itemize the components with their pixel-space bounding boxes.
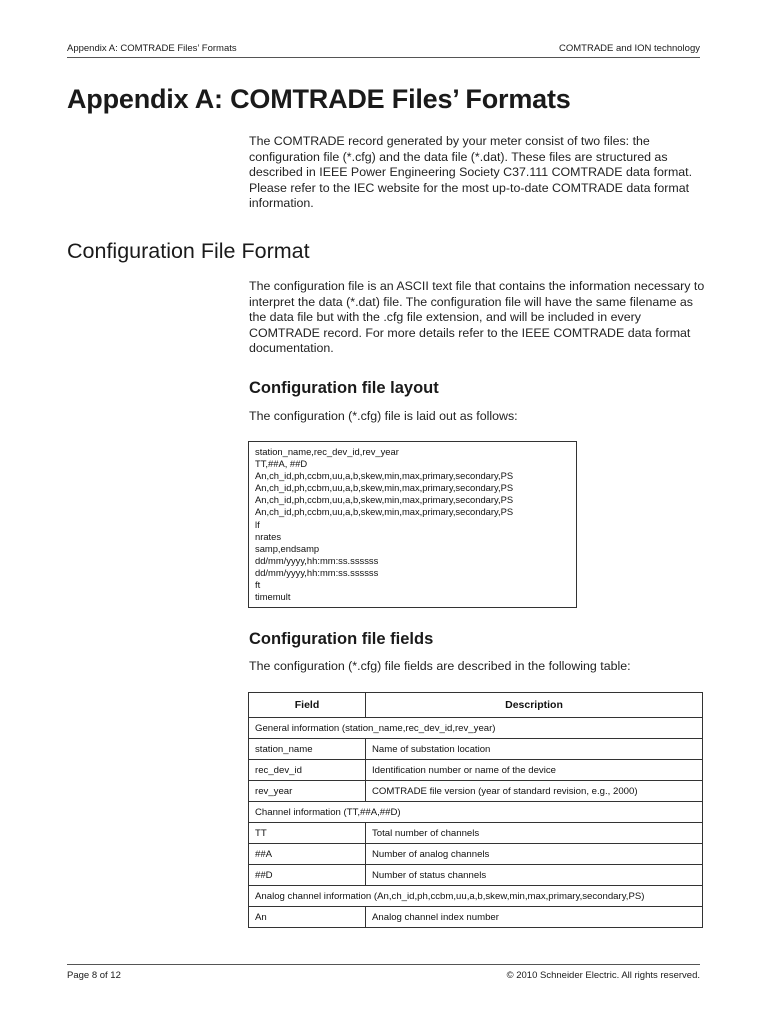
description-cell: Identification number or name of the device xyxy=(366,760,703,781)
config-fields-table xyxy=(248,692,703,928)
code-line: An,ch_id,ph,ccbm,uu,a,b,skew,min,max,primary,secondary,PS xyxy=(255,506,514,518)
description-cell: COMTRADE file version (year of standard revision, e.g., 2000) xyxy=(366,781,703,802)
field-cell: An xyxy=(249,907,366,928)
column-header-description: Description xyxy=(366,693,703,718)
code-line: ft xyxy=(255,579,261,591)
section-cell: Channel information (TT,##A,##D) xyxy=(249,802,703,823)
config-file-format-heading: Configuration File Format xyxy=(67,239,310,263)
config-file-fields-paragraph: The configuration (*.cfg) file fields are described in the following table: xyxy=(249,659,631,673)
header-left-text: Appendix A: COMTRADE Files’ Formats xyxy=(67,43,237,54)
page-header xyxy=(67,41,700,58)
description-cell: Analog channel index number xyxy=(366,907,703,928)
code-line: nrates xyxy=(255,530,282,542)
table-row xyxy=(249,760,703,781)
table-header-row xyxy=(249,693,703,718)
field-cell: station_name xyxy=(249,739,366,760)
code-line: dd/mm/yyyy,hh:mm:ss.ssssss xyxy=(255,566,379,578)
header-right-text: COMTRADE and ION technology xyxy=(559,43,700,54)
code-line: TT,##A, ##D xyxy=(255,458,308,470)
field-cell: ##D xyxy=(249,865,366,886)
field-cell: TT xyxy=(249,823,366,844)
page-title: Appendix A: COMTRADE Files’ Formats xyxy=(67,84,571,114)
code-line: An,ch_id,ph,ccbm,uu,a,b,skew,min,max,primary,secondary,PS xyxy=(255,482,514,494)
description-cell: Name of substation location xyxy=(366,739,703,760)
table-row xyxy=(249,865,703,886)
table-row xyxy=(249,844,703,865)
config-file-layout-heading: Configuration file layout xyxy=(249,379,439,397)
code-line: timemult xyxy=(255,591,291,603)
code-line: samp,endsamp xyxy=(255,542,320,554)
intro-paragraph: The COMTRADE record generated by your meter consist of two files: the configuration file (*.cfg) and the data file (*.dat). These files are structured as described in IEEE Power Engineering Society C37.111 COMTRADE data format. Please refer to the IEC website for the most up-to-date COMTRADE data format information. xyxy=(249,134,693,211)
field-cell: rev_year xyxy=(249,781,366,802)
table-row xyxy=(249,739,703,760)
code-line: An,ch_id,ph,ccbm,uu,a,b,skew,min,max,primary,secondary,PS xyxy=(255,470,514,482)
page-number: Page 8 of 12 xyxy=(67,970,121,981)
field-cell: ##A xyxy=(249,844,366,865)
section-cell: General information (station_name,rec_dev_id,rev_year) xyxy=(249,718,703,739)
description-cell: Total number of channels xyxy=(366,823,703,844)
config-file-layout-paragraph: The configuration (*.cfg) file is laid out as follows: xyxy=(249,409,518,423)
code-line: An,ch_id,ph,ccbm,uu,a,b,skew,min,max,primary,secondary,PS xyxy=(255,494,514,506)
section-cell: Analog channel information (An,ch_id,ph,ccbm,uu,a,b,skew,min,max,primary,secondary,PS) xyxy=(249,886,703,907)
column-header-field: Field xyxy=(249,693,366,718)
table-row xyxy=(249,781,703,802)
description-cell: Number of analog channels xyxy=(366,844,703,865)
table-section-row xyxy=(249,718,703,739)
field-cell: rec_dev_id xyxy=(249,760,366,781)
table-row xyxy=(249,823,703,844)
table-section-row xyxy=(249,886,703,907)
config-layout-code-box xyxy=(248,441,577,608)
table-row xyxy=(249,907,703,928)
description-cell: Number of status channels xyxy=(366,865,703,886)
code-line: lf xyxy=(255,518,260,530)
table-section-row xyxy=(249,802,703,823)
config-file-fields-heading: Configuration file fields xyxy=(249,630,434,648)
code-line: station_name,rec_dev_id,rev_year xyxy=(255,446,399,457)
code-line: dd/mm/yyyy,hh:mm:ss.ssssss xyxy=(255,554,379,566)
config-file-format-paragraph: The configuration file is an ASCII text file that contains the information necessary to interpret the data (*.dat) file. The configuration file will have the same filename as the data file but with the .cfg file extension, and will be included in every COMTRADE record. For more details refer to the IEEE COMTRADE data format documentation. xyxy=(249,279,705,356)
page-footer xyxy=(67,964,700,985)
copyright-text: © 2010 Schneider Electric. All rights reserved. xyxy=(506,970,700,981)
